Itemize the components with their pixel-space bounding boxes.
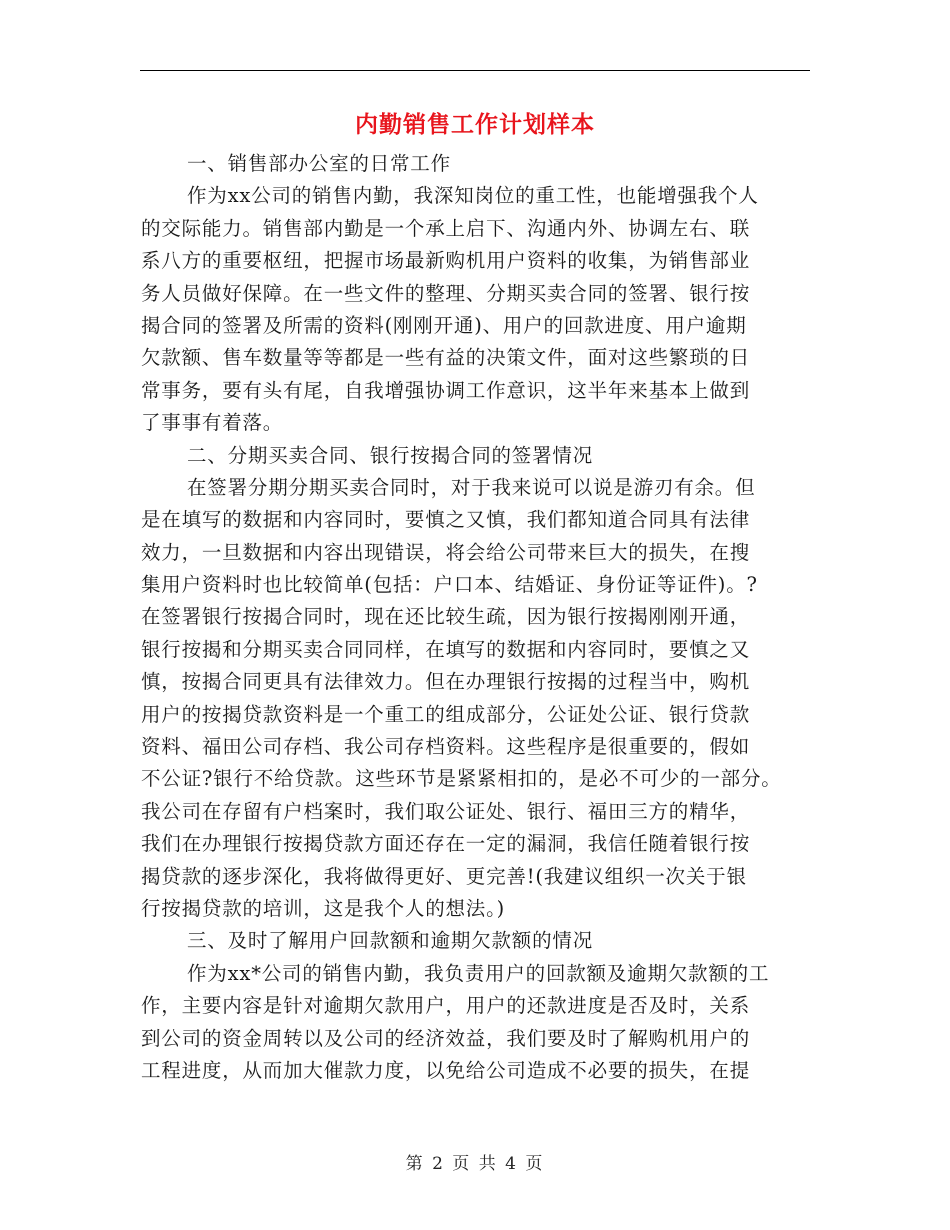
paragraph-line: 揭贷款的逐步深化，我将做得更好、更完善!(我建议组织一次关于银 bbox=[141, 864, 747, 888]
paragraph-line: 我公司在存留有户档案时，我们取公证处、银行、福田三方的精华， bbox=[141, 799, 751, 823]
paragraph-line: 的交际能力。销售部内勤是一个承上启下、沟通内外、协调左右、联 bbox=[141, 216, 751, 240]
paragraph-line: 银行按揭和分期买卖合同同样，在填写的数据和内容同时，要慎之又 bbox=[141, 637, 751, 661]
paragraph-line-indented: 三、及时了解用户回款额和逾期欠款额的情况 bbox=[187, 929, 594, 953]
paragraph-line: 作，主要内容是针对逾期欠款用户，用户的还款进度是否及时，关系 bbox=[141, 994, 751, 1018]
paragraph-line: 我们在办理银行按揭贷款方面还存在一定的漏洞，我信任随着银行按 bbox=[141, 832, 751, 856]
paragraph-line: 揭合同的签署及所需的资料(刚刚开通)、用户的回款进度、用户逾期 bbox=[141, 313, 747, 337]
paragraph-line: 了事事有着落。 bbox=[141, 411, 284, 435]
paragraph-line: 到公司的资金周转以及公司的经济效益，我们要及时了解购机用户的 bbox=[141, 1026, 751, 1050]
paragraph-line: 效力，一旦数据和内容出现错误，将会给公司带来巨大的损失，在搜 bbox=[141, 540, 751, 564]
page-footer: 第 2 页 共 4 页 bbox=[405, 1154, 545, 1174]
document-title: 内勤销售工作计划样本 bbox=[355, 111, 595, 138]
paragraph-line: 慎，按揭合同更具有法律效力。但在办理银行按揭的过程当中，购机 bbox=[141, 670, 751, 694]
paragraph-line-indented: 在签署分期分期买卖合同时，对于我来说可以说是游刃有余。但 bbox=[187, 475, 756, 499]
paragraph-line: 不公证?银行不给贷款。这些环节是紧紧相扣的，是必不可少的一部分。 bbox=[141, 767, 782, 791]
paragraph-line: 用户的按揭贷款资料是一个重工的组成部分，公证处公证、银行贷款 bbox=[141, 702, 751, 726]
paragraph-line: 行按揭贷款的培训，这是我个人的想法。) bbox=[141, 896, 506, 920]
paragraph-line-indented: 一、销售部办公室的日常工作 bbox=[187, 152, 451, 175]
paragraph-line: 欠款额、售车数量等等都是一些有益的决策文件，面对这些繁琐的日 bbox=[141, 346, 751, 370]
paragraph-line: 资料、福田公司存档、我公司存档资料。这些程序是很重要的，假如 bbox=[141, 735, 751, 759]
paragraph-line-indented: 二、分期买卖合同、银行按揭合同的签署情况 bbox=[187, 443, 594, 467]
paragraph-line-indented: 作为xx*公司的销售内勤，我负责用户的回款额及逾期欠款额的工 bbox=[187, 961, 770, 985]
paragraph-line: 务人员做好保障。在一些文件的整理、分期买卖合同的签署、银行按 bbox=[141, 281, 751, 305]
paragraph-line: 工程进度，从而加大催款力度，以免给公司造成不必要的损失，在提 bbox=[141, 1058, 751, 1082]
document-body bbox=[141, 148, 817, 1087]
paragraph-line: 是在填写的数据和内容同时，要慎之又慎，我们都知道合同具有法律 bbox=[141, 508, 751, 532]
paragraph-line: 系八方的重要枢纽，把握市场最新购机用户资料的收集，为销售部业 bbox=[141, 249, 751, 273]
paragraph-line: 常事务，要有头有尾，自我增强协调工作意识，这半年来基本上做到 bbox=[141, 378, 751, 402]
header-rule bbox=[140, 70, 810, 71]
paragraph-line: 在签署银行按揭合同时，现在还比较生疏，因为银行按揭刚刚开通， bbox=[141, 605, 751, 629]
paragraph-line-indented: 作为xx公司的销售内勤，我深知岗位的重工性，也能增强我个人 bbox=[187, 184, 759, 208]
paragraph-line: 集用户资料时也比较简单(包括：户口本、结婚证、身份证等证件)。? bbox=[141, 573, 758, 597]
